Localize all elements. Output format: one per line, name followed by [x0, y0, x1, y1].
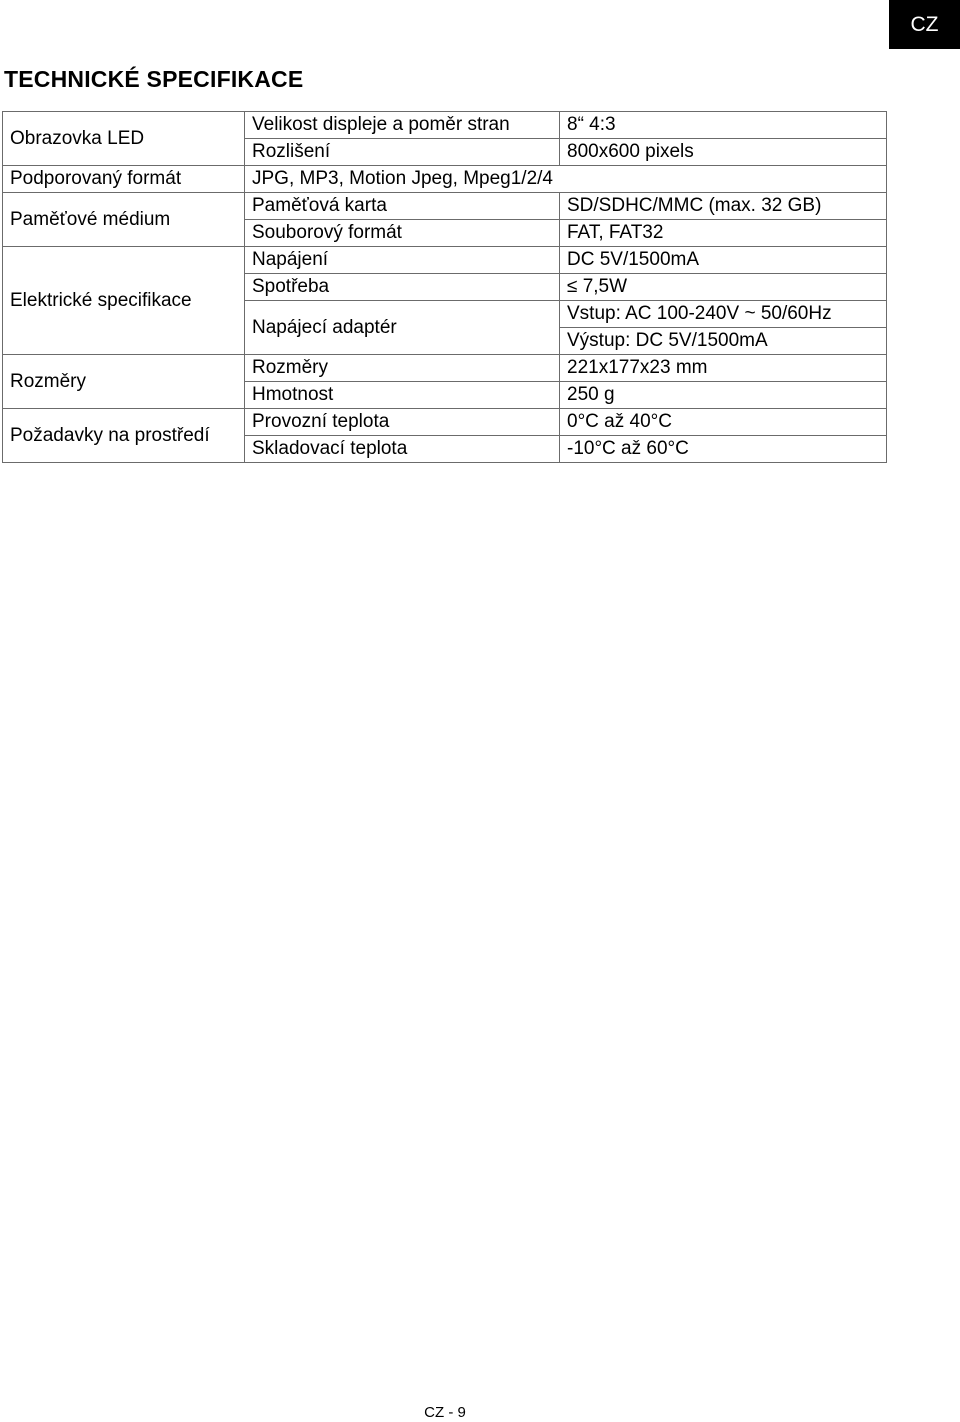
- row-label-size: Rozměry: [245, 355, 560, 382]
- row-label-operating-temp: Provozní teplota: [245, 409, 560, 436]
- row-value-operating-temp: 0°C až 40°C: [560, 409, 887, 436]
- row-value-storage-temp: -10°C až 60°C: [560, 436, 887, 463]
- specifications-table: [2, 111, 887, 463]
- group-label-memory: Paměťové médium: [3, 193, 245, 247]
- row-value-weight: 250 g: [560, 382, 887, 409]
- row-value-power: DC 5V/1500mA: [560, 247, 887, 274]
- row-value-consumption: ≤ 7,5W: [560, 274, 887, 301]
- table-row: [3, 112, 887, 139]
- table-row: [3, 355, 887, 382]
- row-value-file-system: FAT, FAT32: [560, 220, 887, 247]
- row-label-storage-temp: Skladovací teplota: [245, 436, 560, 463]
- page-title: TECHNICKÉ SPECIFIKACE: [4, 66, 304, 92]
- row-label-display-size: Velikost displeje a poměr stran: [245, 112, 560, 139]
- row-value-resolution: 800x600 pixels: [560, 139, 887, 166]
- row-label-adapter: Napájecí adaptér: [245, 301, 560, 355]
- row-label-weight: Hmotnost: [245, 382, 560, 409]
- table-row: [3, 193, 887, 220]
- table-row: [3, 409, 887, 436]
- language-badge: CZ: [889, 0, 960, 49]
- page-number: CZ - 9: [424, 1404, 466, 1421]
- group-label-dimensions: Rozměry: [3, 355, 245, 409]
- row-label-resolution: Rozlišení: [245, 139, 560, 166]
- table-row: [3, 247, 887, 274]
- row-label-consumption: Spotřeba: [245, 274, 560, 301]
- group-label-format: Podporovaný formát: [3, 166, 245, 193]
- row-value-adapter-output: Výstup: DC 5V/1500mA: [560, 328, 887, 355]
- row-value-formats: JPG, MP3, Motion Jpeg, Mpeg1/2/4: [245, 166, 887, 193]
- row-label-power: Napájení: [245, 247, 560, 274]
- group-label-environment: Požadavky na prostředí: [3, 409, 245, 463]
- row-value-size: 221x177x23 mm: [560, 355, 887, 382]
- group-label-electric: Elektrické specifikace: [3, 247, 245, 355]
- row-label-file-system: Souborový formát: [245, 220, 560, 247]
- row-value-memory-card: SD/SDHC/MMC (max. 32 GB): [560, 193, 887, 220]
- group-label-led: Obrazovka LED: [3, 112, 245, 166]
- row-label-memory-card: Paměťová karta: [245, 193, 560, 220]
- row-value-display-size: 8“ 4:3: [560, 112, 887, 139]
- table-row: [3, 166, 887, 193]
- row-value-adapter-input: Vstup: AC 100-240V ~ 50/60Hz: [560, 301, 887, 328]
